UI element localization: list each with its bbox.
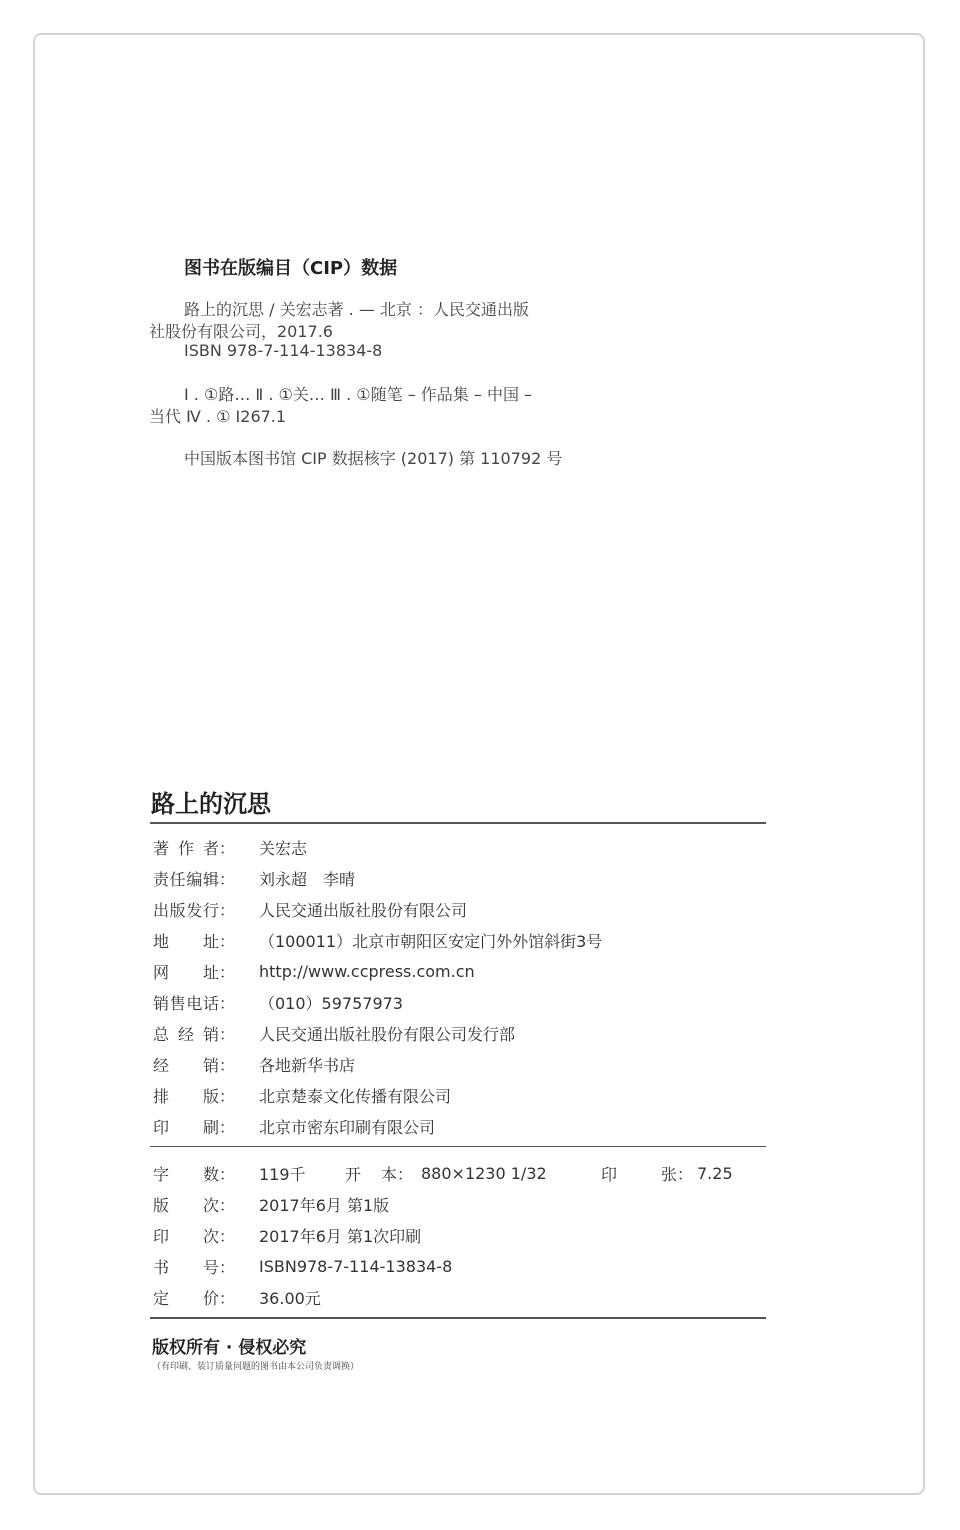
info-row: 网址 ： http://www.ccpress.com.cn (153, 961, 475, 982)
info-row: 定价 ： 36.00元 (153, 1286, 321, 1308)
info-value: 36.00元 (259, 1288, 321, 1308)
cip-heading: 图书在版编目（CIP）数据 (184, 258, 398, 279)
info-row: 印刷 ： 北京市密东印刷有限公司 (153, 1115, 435, 1137)
info-label: 定价 (153, 1288, 219, 1308)
cip-number: 中国版本图书馆 CIP 数据核字 (2017) 第 110792 号 (184, 449, 563, 468)
info-value: 北京楚泰文化传播有限公司 (259, 1086, 452, 1106)
spec-label: 开本 (345, 1164, 397, 1184)
divider (150, 1317, 766, 1319)
info-row: 著作者 ： 关宏志 (153, 836, 307, 858)
info-value: 北京市密东印刷有限公司 (259, 1117, 436, 1137)
info-row: 地址 ： （100011）北京市朝阳区安定门外外馆斜街3号 (153, 929, 602, 951)
info-label: 出版发行 (153, 900, 219, 920)
cip-line: Ⅰ . ①路… Ⅱ . ①关… Ⅲ . ①随笔 – 作品集 – 中国 – (184, 385, 533, 404)
spec-row-words: 字数 ： 119千 开本 ： 880×1230 1/32 印张 ： 7.25 (153, 1163, 733, 1184)
spec-label: 印张 (601, 1164, 677, 1184)
info-row: 总经销 ： 人民交通出版社股份有限公司发行部 (153, 1022, 515, 1044)
cip-line: 路上的沉思 / 关宏志著 . — 北京 ：人民交通出版 (184, 300, 529, 319)
info-value: 人民交通出版社股份有限公司发行部 (259, 1024, 516, 1044)
cip-line: 社股份有限公司，2017.6 (149, 322, 333, 341)
info-value: 各地新华书店 (259, 1055, 356, 1075)
info-label: 地址 (153, 931, 219, 951)
info-label: 经销 (153, 1055, 219, 1075)
info-label: 网址 (153, 962, 219, 982)
info-row: 责任编辑 ： 刘永超 李晴 (153, 867, 355, 889)
info-label: 责任编辑 (153, 869, 219, 889)
info-label: 销售电话 (153, 993, 219, 1013)
info-value: http://www.ccpress.com.cn (259, 961, 475, 981)
divider (150, 1146, 766, 1147)
info-label: 书号 (153, 1257, 219, 1277)
info-row: 经销 ： 各地新华书店 (153, 1053, 355, 1075)
info-label: 印次 (153, 1226, 219, 1246)
spec-value: 7.25 (697, 1163, 733, 1183)
spec-value: 119千 (259, 1164, 306, 1184)
info-row: 书号 ： ISBN978-7-114-13834-8 (153, 1256, 453, 1277)
info-value: （100011）北京市朝阳区安定门外外馆斜街3号 (259, 931, 603, 951)
info-value: ISBN978-7-114-13834-8 (259, 1256, 453, 1276)
info-value: 2017年6月 第1次印刷 (259, 1226, 422, 1246)
info-value: 2017年6月 第1版 (259, 1195, 390, 1215)
info-row: 版次 ： 2017年6月 第1版 (153, 1193, 389, 1215)
info-label: 印刷 (153, 1117, 219, 1137)
book-title: 路上的沉思 (151, 790, 271, 818)
info-label: 排版 (153, 1086, 219, 1106)
info-value: 刘永超 李晴 (259, 869, 356, 889)
spec-value: 880×1230 1/32 (421, 1163, 547, 1183)
info-row: 印次 ： 2017年6月 第1次印刷 (153, 1224, 421, 1246)
spec-label: 字数 (153, 1164, 219, 1184)
info-label: 版次 (153, 1195, 219, 1215)
info-row: 排版 ： 北京楚泰文化传播有限公司 (153, 1084, 451, 1106)
cip-isbn: ISBN 978-7-114-13834-8 (184, 341, 383, 360)
info-label: 总经销 (153, 1024, 219, 1044)
quality-notice: （有印刷、装订质量问题的图书由本公司负责调换） (152, 1362, 360, 1372)
divider (150, 822, 766, 824)
copyright: 版权所有 · 侵权必究 (152, 1338, 307, 1358)
info-row: 销售电话 ： （010）59757973 (153, 991, 403, 1013)
info-label: 著作者 (153, 838, 219, 858)
cip-line: 当代 Ⅳ . ① I267.1 (149, 407, 287, 426)
info-value: （010）59757973 (259, 993, 403, 1013)
info-value: 人民交通出版社股份有限公司 (259, 900, 468, 920)
info-value: 关宏志 (259, 838, 308, 858)
info-row: 出版发行 ： 人民交通出版社股份有限公司 (153, 898, 467, 920)
